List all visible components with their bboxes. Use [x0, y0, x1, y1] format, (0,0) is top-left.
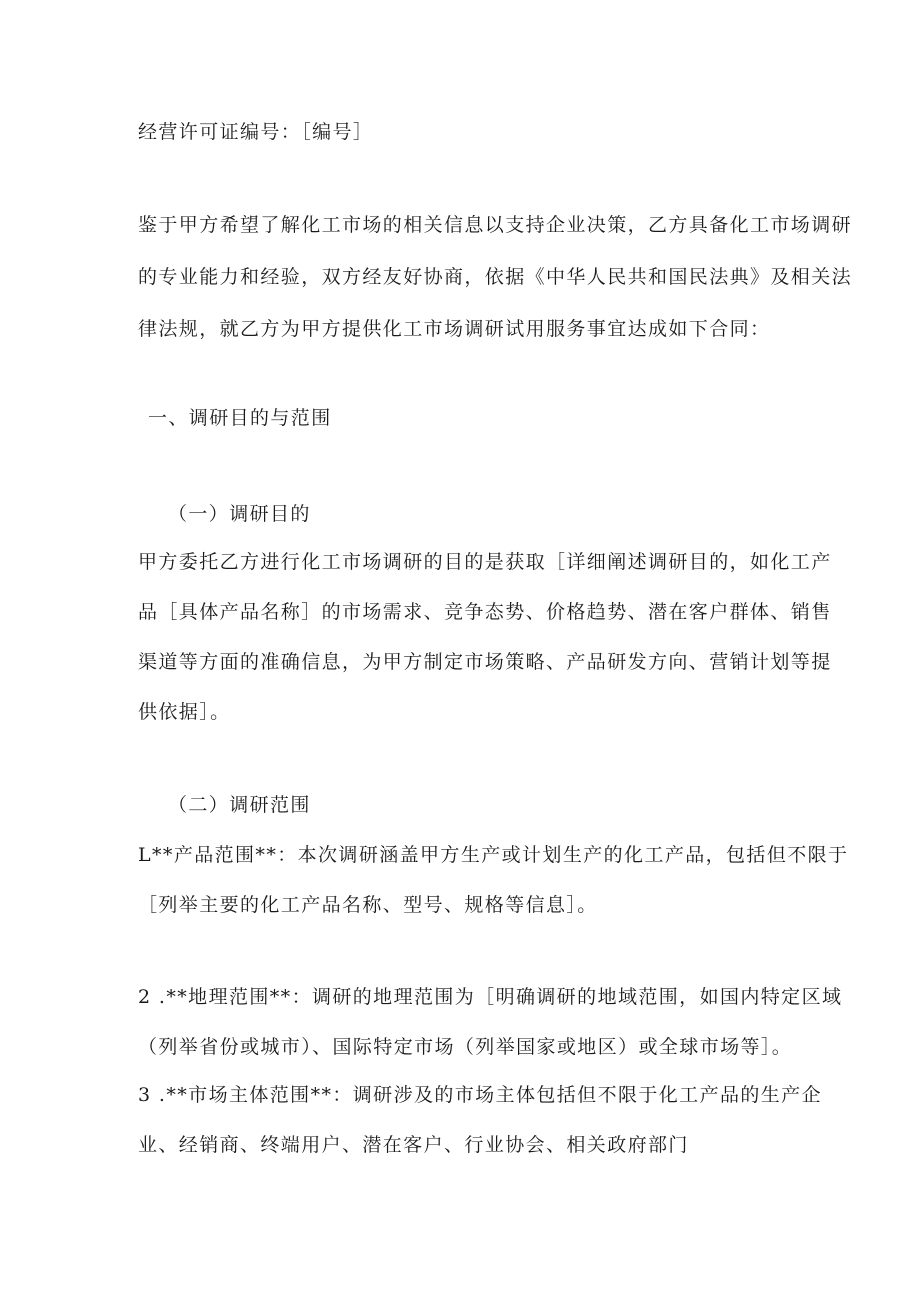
subsection-heading-purpose: （一）调研目的 [168, 503, 311, 525]
preamble-line-1: 鉴于甲方希望了解化工市场的相关信息以支持企业决策，乙方具备化工市场调研 [138, 214, 853, 236]
section-heading-purpose-scope: 一、调研目的与范围 [148, 407, 332, 429]
scope-item-2-line-1: 2 .**地理范围**：调研的地理范围为［明确调研的地域范围，如国内特定区域 [138, 986, 843, 1008]
scope-item-3-line-1: 3 .**市场主体范围**：调研涉及的市场主体包括但不限于化工产品的生产企 [138, 1084, 822, 1106]
scope-item-3-line-2: 业、经销商、终端用户、潜在客户、行业协会、相关政府部门 [138, 1134, 689, 1156]
purpose-line-3: 渠道等方面的准确信息，为甲方制定市场策略、产品研发方向、营销计划等提 [138, 651, 832, 673]
preamble-line-3: 律法规，就乙方为甲方提供化工市场调研试用服务事宜达成如下合同： [138, 318, 771, 340]
purpose-line-4: 供依据］。 [138, 701, 231, 723]
scope-item-1-line-1: L**产品范围**：本次调研涵盖甲方生产或计划生产的化工产品，包括但不限于 [138, 844, 849, 866]
scope-item-1-line-2: ［列举主要的化工产品名称、型号、规格等信息］。 [138, 894, 598, 916]
purpose-line-1: 甲方委托乙方进行化工市场调研的目的是获取［详细阐述调研目的，如化工产 [138, 551, 832, 573]
preamble-line-2: 的专业能力和经验，双方经友好协商，依据《中华人民共和国民法典》及相关法 [138, 266, 853, 288]
scope-item-2-line-2: （列举省份或城市）、国际特定市场（列举国家或地区）或全球市场等］。 [138, 1036, 793, 1058]
subsection-heading-scope: （二）调研范围 [168, 794, 311, 816]
purpose-line-2: 品［具体产品名称］的市场需求、竞争态势、价格趋势、潜在客户群体、销售 [138, 601, 832, 623]
license-number-line: 经营许可证编号：［编号］ [138, 121, 374, 143]
